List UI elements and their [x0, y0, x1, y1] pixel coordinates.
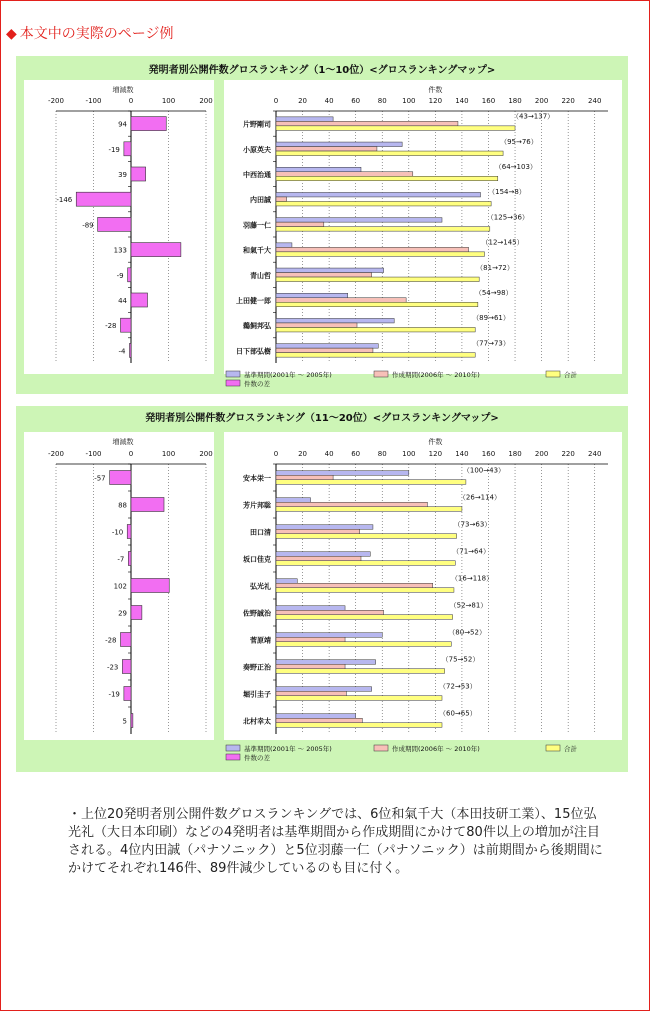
legend-label-base: 基準期間(2001年 ～ 2005年)	[244, 745, 332, 753]
series-3-bar	[276, 252, 484, 257]
diff-bar	[131, 579, 169, 593]
diff-data-label: 29	[118, 609, 127, 618]
transition-annotation: （73→63）	[453, 520, 492, 529]
diff-data-label: 102	[113, 582, 127, 591]
series-2-bar	[276, 172, 413, 177]
category-label: 芳片邦聡	[243, 501, 271, 510]
series-3-bar	[276, 696, 442, 701]
count-tick-label: 180	[508, 450, 522, 458]
legend-swatch-diff	[226, 380, 240, 386]
count-tick-label: 20	[298, 97, 308, 105]
count-tick-label: 40	[324, 97, 334, 105]
series-2-bar	[276, 610, 384, 615]
series-2-bar	[276, 718, 362, 723]
transition-annotation: （54→98）	[474, 289, 513, 297]
diff-tick-label: 0	[128, 450, 134, 458]
diff-tick-label: -100	[85, 450, 102, 458]
diff-bar	[128, 268, 131, 282]
category-label: 弘光礼	[250, 582, 271, 591]
diff-data-label: -7	[117, 555, 125, 564]
series-2-bar	[276, 529, 360, 534]
transition-annotation: （60→65）	[439, 709, 477, 718]
diff-data-label: 44	[118, 297, 127, 305]
category-label: 片野剛司	[243, 120, 271, 129]
series-3-bar	[276, 126, 515, 131]
diff-bar	[76, 192, 131, 206]
diff-data-label: -10	[111, 528, 124, 537]
count-tick-label: 180	[508, 97, 522, 105]
diff-data-label: -19	[108, 690, 120, 699]
series-2-bar	[276, 121, 458, 126]
series-2-bar	[276, 323, 357, 328]
legend-label-diff: 件数の差	[244, 380, 270, 388]
diff-tick-label: 200	[199, 450, 213, 458]
legend-swatch-diff	[226, 754, 240, 760]
transition-annotation: （125→36）	[486, 213, 529, 222]
left-axis-label: 増減数	[112, 438, 134, 446]
right-axis-label: 件数	[428, 86, 443, 94]
count-tick-label: 20	[298, 450, 308, 458]
series-3-bar	[276, 176, 498, 181]
count-tick-label: 160	[481, 450, 496, 458]
series-2-bar	[276, 475, 333, 480]
series-3-bar	[276, 534, 457, 539]
transition-annotation: （89→61）	[472, 314, 510, 323]
series-1-bar	[276, 606, 345, 611]
series-3-bar	[276, 561, 455, 566]
transition-annotation: （75→52）	[441, 655, 480, 664]
series-1-bar	[276, 318, 394, 323]
diff-data-label: 94	[118, 120, 127, 129]
count-tick-label: 40	[324, 450, 334, 458]
diamond-icon: ◆	[6, 26, 17, 42]
category-label: 内田誠	[250, 196, 271, 205]
transition-annotation: （26→114）	[458, 493, 502, 502]
diff-data-label: -57	[94, 474, 106, 483]
diff-tick-label: 100	[161, 97, 176, 105]
count-tick-label: 120	[428, 450, 443, 458]
diff-data-label: -28	[105, 636, 117, 645]
series-3-bar	[276, 201, 491, 206]
series-1-bar	[276, 218, 442, 223]
category-label: 菅原靖	[250, 636, 271, 645]
transition-annotation: （154→8）	[488, 188, 526, 197]
diff-bar	[124, 142, 131, 156]
right-axis-label: 件数	[428, 438, 443, 446]
chart-title: 発明者別公開件数グロスランキング（1～10位）<グロスランキングマップ>	[148, 65, 496, 76]
category-label: 羽藤一仁	[243, 221, 271, 230]
category-label: 安本栄一	[243, 474, 271, 483]
series-2-bar	[276, 147, 377, 152]
transition-annotation: （43→137）	[512, 112, 555, 121]
diff-data-label: -89	[82, 221, 94, 230]
series-1-bar	[276, 192, 481, 197]
transition-annotation: （52→81）	[449, 601, 488, 610]
transition-annotation: （64→103）	[494, 163, 537, 171]
diff-bar	[124, 687, 131, 701]
category-label: 上田健一郎	[236, 297, 271, 305]
legend-label-diff: 件数の差	[244, 754, 270, 762]
diff-tick-label: 200	[199, 97, 213, 105]
legend-label-total: 合計	[564, 371, 577, 379]
category-label: 坂口佳克	[243, 555, 271, 564]
count-tick-label: 140	[455, 97, 469, 105]
category-label: 青山哲	[250, 271, 271, 280]
category-label: 和氣千大	[243, 246, 271, 255]
series-2-bar	[276, 222, 324, 227]
series-1-bar	[276, 167, 361, 172]
diff-data-label: -23	[106, 663, 119, 672]
diff-bar	[121, 318, 132, 332]
series-1-bar	[276, 714, 356, 719]
count-tick-label: 80	[377, 450, 387, 458]
series-2-bar	[276, 273, 372, 278]
series-1-bar	[276, 687, 372, 692]
count-tick-label: 240	[588, 97, 602, 105]
count-tick-label: 100	[402, 450, 416, 458]
series-1-bar	[276, 579, 297, 584]
series-2-bar	[276, 348, 373, 353]
diff-bar	[131, 117, 166, 131]
transition-annotation: （16→118）	[450, 574, 494, 583]
transition-annotation: （80→52）	[448, 628, 486, 637]
diff-tick-label: -200	[48, 450, 64, 458]
count-tick-label: 0	[273, 450, 279, 458]
diff-bar	[122, 660, 131, 674]
series-2-bar	[276, 664, 345, 669]
count-tick-label: 60	[351, 450, 361, 458]
diff-bar	[131, 606, 142, 620]
legend-swatch-total	[546, 371, 560, 377]
series-1-bar	[276, 344, 378, 349]
diff-bar	[131, 243, 181, 257]
series-1-bar	[276, 633, 382, 638]
series-3-bar	[276, 151, 503, 156]
transition-annotation: （12→145）	[481, 238, 524, 247]
transition-annotation: （72→53）	[439, 682, 477, 691]
left-axis-label: 増減数	[112, 86, 134, 94]
count-tick-label: 60	[351, 97, 361, 105]
series-3-bar	[276, 327, 475, 332]
diff-tick-label: -100	[85, 97, 102, 105]
series-2-bar	[276, 298, 406, 303]
series-2-bar	[276, 247, 469, 252]
diff-bar	[131, 714, 133, 728]
category-label: 奏野正治	[243, 663, 271, 672]
diff-data-label: 88	[118, 501, 127, 510]
transition-annotation: （95→76）	[500, 137, 538, 146]
count-tick-label: 160	[481, 97, 496, 105]
count-tick-label: 200	[534, 450, 549, 458]
series-1-bar	[276, 142, 402, 147]
series-3-bar	[276, 353, 475, 358]
legend-label-current: 作成期間(2006年 ～ 2010年)	[392, 371, 480, 379]
diff-data-label: 133	[113, 246, 127, 255]
diff-data-label: -19	[108, 145, 120, 154]
diff-bar	[131, 293, 148, 307]
chart-ranking-1-10	[16, 56, 628, 394]
series-2-bar	[276, 691, 346, 696]
category-label: 田口清	[250, 528, 271, 537]
series-1-bar	[276, 117, 333, 122]
count-tick-label: 140	[455, 450, 469, 458]
diff-bar	[130, 343, 132, 357]
diff-bar	[131, 498, 164, 512]
heading-text: 本文中の実際のページ例	[19, 26, 174, 42]
legend-swatch-base	[226, 745, 240, 751]
legend-swatch-base	[226, 371, 240, 377]
category-label: 北村幸太	[243, 717, 271, 726]
series-2-bar	[276, 197, 287, 202]
diff-data-label: 5	[122, 717, 127, 726]
count-tick-label: 0	[273, 97, 279, 105]
legend-label-total: 合計	[564, 745, 577, 753]
legend-swatch-total	[546, 745, 560, 751]
category-label: 中西治通	[243, 171, 271, 179]
diff-data-label: 39	[118, 171, 127, 179]
diff-bar	[127, 525, 131, 539]
series-2-bar	[276, 637, 345, 642]
diff-bar	[131, 167, 146, 181]
transition-annotation: （77→73）	[472, 339, 510, 348]
diff-data-label: -4	[118, 347, 126, 356]
series-3-bar	[276, 615, 453, 620]
category-label: 堀引圭子	[243, 690, 271, 699]
diff-tick-label: -200	[48, 97, 64, 105]
chart-panel-1	[16, 56, 628, 394]
diff-bar	[128, 552, 131, 566]
category-label: 佐野誠治	[243, 609, 271, 618]
count-tick-label: 240	[588, 450, 602, 458]
diff-bar	[98, 217, 131, 231]
series-3-bar	[276, 480, 466, 485]
diff-data-label: -28	[105, 322, 117, 331]
diff-tick-label: 0	[128, 97, 134, 105]
category-label: 日下部弘樹	[236, 347, 271, 356]
count-tick-label: 100	[402, 97, 416, 105]
count-tick-label: 220	[561, 97, 575, 105]
legend-label-base: 基準期間(2001年 ～ 2005年)	[244, 371, 332, 379]
series-3-bar	[276, 227, 490, 232]
transition-annotation: （71→64）	[452, 547, 490, 556]
series-1-bar	[276, 552, 370, 557]
diff-tick-label: 100	[161, 450, 176, 458]
series-3-bar	[276, 507, 462, 512]
legend-swatch-current	[374, 371, 388, 377]
chart-ranking-11-20	[16, 406, 628, 772]
series-1-bar	[276, 471, 409, 476]
series-1-bar	[276, 498, 311, 503]
count-tick-label: 220	[561, 450, 575, 458]
transition-annotation: （81→72）	[476, 263, 514, 272]
diff-bar	[121, 633, 132, 647]
series-1-bar	[276, 525, 373, 530]
diff-data-label: -9	[116, 271, 124, 280]
series-3-bar	[276, 302, 478, 307]
series-2-bar	[276, 556, 361, 561]
count-tick-label: 200	[534, 97, 549, 105]
body-paragraph: ・上位20発明者別公開件数グロスランキングでは、6位和氣千大（本田技研工業）、15位弘光礼（大日本印刷）などの4発明者は基準期間から作成期間にかけて80件以上の増加が注目される。4位内田誠（パナソニック）と5位羽藤一仁（パナソニック）は前期間から後期間にかけてそれぞれ146件、89件減少しているのも目に付く。	[68, 807, 603, 876]
count-tick-label: 80	[377, 97, 387, 105]
legend-label-current: 作成期間(2006年 ～ 2010年)	[392, 745, 480, 753]
series-3-bar	[276, 642, 451, 647]
chart-title: 発明者別公開件数グロスランキング（11～20位）<グロスランキングマップ>	[145, 413, 499, 424]
category-label: 小原英夫	[243, 145, 271, 154]
legend-swatch-current	[374, 745, 388, 751]
series-2-bar	[276, 583, 433, 588]
page-heading	[6, 23, 174, 43]
series-3-bar	[276, 588, 454, 593]
series-3-bar	[276, 723, 442, 728]
series-1-bar	[276, 293, 348, 298]
diff-data-label: -146	[56, 196, 73, 205]
category-label: 鵜飼邦弘	[243, 322, 271, 331]
chart-panel-2	[16, 406, 628, 772]
count-tick-label: 120	[428, 97, 443, 105]
series-1-bar	[276, 660, 376, 665]
series-3-bar	[276, 277, 479, 282]
series-2-bar	[276, 502, 427, 507]
series-1-bar	[276, 243, 292, 248]
series-3-bar	[276, 669, 445, 674]
series-1-bar	[276, 268, 384, 273]
transition-annotation: （100→43）	[462, 466, 506, 475]
diff-bar	[110, 471, 131, 485]
